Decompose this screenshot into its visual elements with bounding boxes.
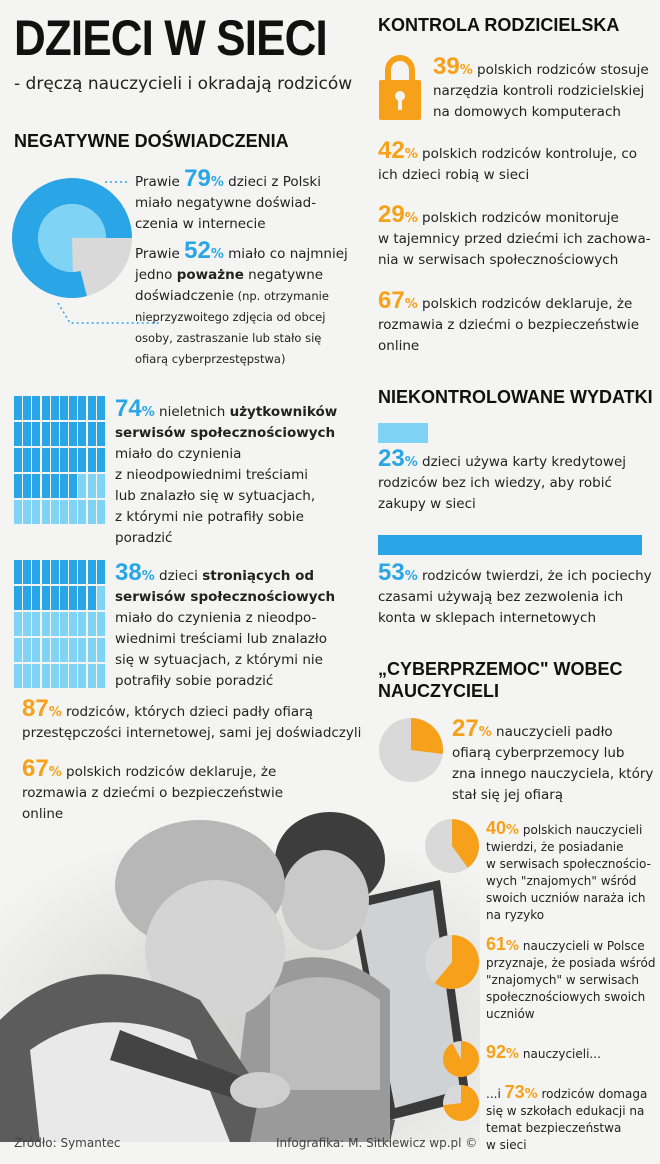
person-icon	[97, 474, 105, 498]
person-icon	[78, 474, 86, 498]
person-icon	[23, 664, 31, 688]
person-icon	[42, 560, 50, 584]
person-icon	[51, 422, 59, 446]
person-icon	[32, 422, 40, 446]
person-icon	[42, 586, 50, 610]
cyber-pie-61	[424, 934, 480, 990]
person-icon	[69, 612, 77, 636]
person-icon	[23, 638, 31, 662]
person-icon	[23, 448, 31, 472]
person-icon	[14, 664, 22, 688]
cyber-stat-61: 61% nauczycieli w Polsce przyznaje, że posiada wśród "znajomych" w serwisach społecznościowych swoich uczniów	[486, 934, 656, 1021]
parents-stat-87: 87% rodziców, których dzieci padły ofiarą przestępczości internetowej, sami jej doświadczyli	[22, 695, 362, 741]
people-grid-74	[14, 396, 106, 524]
person-icon	[78, 664, 86, 688]
person-icon	[42, 612, 50, 636]
spending-stat-53: 53% rodziców twierdzi, że ich pociechy czasami używają bez zezwolenia ich konta w sklepach internetowych	[378, 559, 652, 626]
negative-heading: NEGATYWNE DOŚWIADCZENIA	[14, 131, 289, 151]
person-icon	[97, 448, 105, 472]
person-icon	[97, 500, 105, 524]
person-icon	[14, 448, 22, 472]
person-icon	[23, 396, 31, 420]
person-icon	[60, 664, 68, 688]
social-stat-2: 38% dzieci stroniących od serwisów społecznościowych miało do czynienia z nieodpo- wiednimi treściami lub znalazło się w sytuacjach, z którymi nie potrafiły sobie poradzić	[115, 559, 336, 689]
person-icon	[32, 474, 40, 498]
person-icon	[42, 422, 50, 446]
credit-footer: Infografika: M. Sitkiewicz wp.pl ©	[276, 1136, 478, 1150]
person-icon	[69, 422, 77, 446]
person-icon	[23, 586, 31, 610]
person-icon	[42, 638, 50, 662]
person-icon	[32, 586, 40, 610]
person-icon	[60, 586, 68, 610]
person-icon	[78, 586, 86, 610]
person-icon	[23, 560, 31, 584]
person-icon	[51, 560, 59, 584]
person-icon	[14, 422, 22, 446]
cyber-stat-92: 92% nauczycieli...	[486, 1042, 601, 1062]
person-icon	[60, 396, 68, 420]
person-icon	[60, 500, 68, 524]
pie-slice	[443, 1041, 479, 1077]
person-icon	[78, 612, 86, 636]
person-icon	[32, 560, 40, 584]
person-icon	[51, 474, 59, 498]
person-icon	[32, 500, 40, 524]
person-icon	[97, 586, 105, 610]
person-icon	[42, 396, 50, 420]
page-subtitle: - dręczą nauczycieli i okradają rodziców	[14, 74, 353, 94]
person-icon	[60, 560, 68, 584]
padlock-icon	[376, 52, 424, 122]
person-icon	[78, 560, 86, 584]
person-icon	[42, 500, 50, 524]
person-icon	[88, 448, 96, 472]
social-stat-1: 74% nieletnich użytkowników serwisów społecznościowych miało do czynienia z nieodpowiednimi treściami lub znalazło się w sytuacjach, z którymi nie potrafiły sobie poradzić	[115, 395, 338, 546]
person-icon	[60, 448, 68, 472]
control-stat-39: 39% polskich rodziców stosuje narzędzia kontroli rodzicielskiej na domowych komputerach	[433, 53, 649, 120]
person-icon	[69, 664, 77, 688]
person-icon	[32, 396, 40, 420]
person-icon	[60, 474, 68, 498]
boys-with-laptop-photo	[0, 790, 480, 1142]
person-icon	[32, 664, 40, 688]
person-icon	[14, 586, 22, 610]
person-icon	[42, 664, 50, 688]
negative-stat-2: Prawie 52% miało co najmniej jedno poważne negatywne doświadczenie (np. otrzymanie nieprzyzwoitego zdjęcia od obcej osoby, zastraszanie lub stało się ofiarą cyberprzestępstwa)	[135, 237, 348, 366]
source-footer: Źródło: Symantec	[14, 1136, 121, 1150]
person-icon	[97, 612, 105, 636]
cyber-heading: „CYBERPRZEMOC" WOBEC NAUCZYCIELI	[378, 659, 623, 701]
person-icon	[51, 448, 59, 472]
cyber-stat-73: ...i 73% rodziców domaga się w szkołach edukacji na temat bezpieczeństwa w sieci	[486, 1082, 648, 1152]
person-icon	[69, 638, 77, 662]
person-icon	[88, 586, 96, 610]
pie-chart-icon	[12, 178, 132, 298]
person-icon	[97, 422, 105, 446]
person-icon	[88, 664, 96, 688]
person-icon	[42, 474, 50, 498]
person-icon	[14, 612, 22, 636]
person-icon	[88, 396, 96, 420]
person-icon	[23, 612, 31, 636]
person-icon	[14, 560, 22, 584]
person-icon	[14, 396, 22, 420]
person-icon	[97, 638, 105, 662]
person-icon	[51, 638, 59, 662]
person-icon	[23, 422, 31, 446]
person-icon	[60, 638, 68, 662]
cyber-pie-27	[378, 717, 444, 783]
person-icon	[88, 474, 96, 498]
person-icon	[51, 396, 59, 420]
person-icon	[69, 500, 77, 524]
spending-bar-23	[378, 423, 428, 443]
parents-stat-67-left: 67% polskich rodziców deklaruje, że rozmawia z dziećmi o bezpieczeństwie online	[22, 755, 284, 822]
person-icon	[14, 474, 22, 498]
spending-bar-53	[378, 535, 642, 555]
spending-stat-23: 23% dzieci używa karty kredytowej rodziców bez ich wiedzy, aby robić zakupy w sieci	[378, 445, 627, 512]
person-icon	[78, 638, 86, 662]
person-icon	[97, 560, 105, 584]
pie-slice	[411, 718, 443, 754]
person-icon	[88, 560, 96, 584]
person-icon	[32, 448, 40, 472]
person-icon	[88, 612, 96, 636]
person-icon	[51, 664, 59, 688]
people-grid-38	[14, 560, 106, 688]
person-icon	[78, 396, 86, 420]
person-icon	[69, 586, 77, 610]
person-icon	[51, 612, 59, 636]
person-icon	[51, 586, 59, 610]
person-icon	[42, 448, 50, 472]
person-icon	[97, 396, 105, 420]
spending-heading: NIEKONTROLOWANE WYDATKI	[378, 387, 653, 407]
cyber-pie-73	[442, 1084, 480, 1122]
cyber-pie-92	[442, 1040, 480, 1078]
person-icon	[32, 638, 40, 662]
control-stat-29: 29% polskich rodziców monitoruje w tajemnicy przed dziećmi ich zachowa- nia w serwisach społecznościowych	[378, 201, 651, 268]
person-icon	[88, 422, 96, 446]
cyber-stat-27: 27% nauczycieli padło ofiarą cyberprzemocy lub zna innego nauczyciela, który stał się jej ofiarą	[452, 715, 654, 803]
person-icon	[60, 422, 68, 446]
person-icon	[51, 500, 59, 524]
person-icon	[14, 500, 22, 524]
person-icon	[78, 500, 86, 524]
person-icon	[97, 664, 105, 688]
page-title: DZIECI W SIECI	[14, 10, 327, 66]
person-icon	[69, 474, 77, 498]
person-icon	[32, 612, 40, 636]
person-icon	[88, 500, 96, 524]
control-stat-67: 67% polskich rodziców deklaruje, że rozmawia z dziećmi o bezpieczeństwie online	[378, 287, 640, 354]
person-icon	[14, 638, 22, 662]
person-icon	[69, 560, 77, 584]
control-heading: KONTROLA RODZICIELSKA	[378, 15, 620, 35]
person-icon	[69, 448, 77, 472]
person-icon	[69, 396, 77, 420]
cyber-pie-40	[424, 818, 480, 874]
person-icon	[23, 474, 31, 498]
negative-stat-1: Prawie 79% dzieci z Polski miało negatywne doświad- czenia w internecie	[135, 165, 321, 232]
cyber-stat-40: 40% polskich nauczycieli twierdzi, że posiadanie w serwisach społecznościo- wych "znajomych" wśród swoich uczniów naraża ich na ryzyko	[486, 818, 651, 922]
person-icon	[88, 638, 96, 662]
person-icon	[78, 422, 86, 446]
person-icon	[78, 448, 86, 472]
person-icon	[23, 500, 31, 524]
person-icon	[60, 612, 68, 636]
control-stat-42: 42% polskich rodziców kontroluje, co ich dzieci robią w sieci	[378, 137, 638, 183]
